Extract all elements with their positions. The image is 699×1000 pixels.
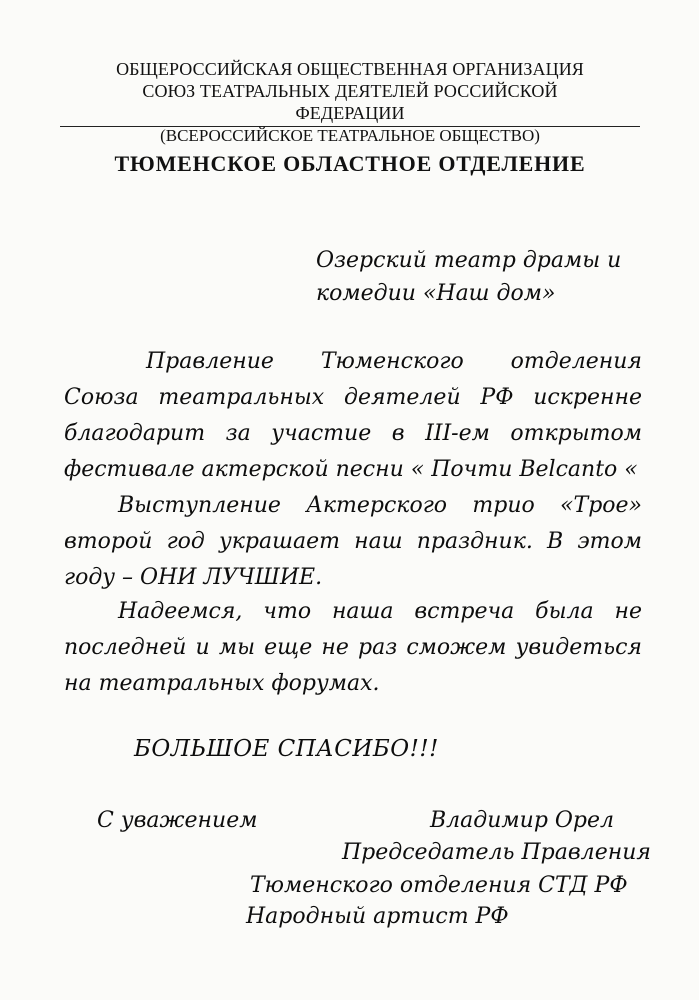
letterhead-line: СОЮЗ ТЕАТРАЛЬНЫХ ДЕЯТЕЛЕЙ РОССИЙСКОЙ <box>142 81 558 101</box>
letterhead-line: ФЕДЕРАЦИИ <box>295 103 405 123</box>
branch-heading: ТЮМЕНСКОЕ ОБЛАСТНОЕ ОТДЕЛЕНИЕ <box>114 151 586 176</box>
signatory-title: Народный артист РФ <box>246 904 509 929</box>
signatory-name: Владимир Орел <box>430 808 615 833</box>
recipient <box>316 244 636 310</box>
signatory-role: Председатель Правления <box>342 840 651 865</box>
signatory-department: Тюменского отделения СТД РФ <box>250 873 628 898</box>
closing-regards: С уважением <box>97 808 258 833</box>
body-paragraph: Правление Тюменского отделения Союза театральных деятелей РФ искренне благодарит за участие в III-ем открытом фестивале актерской песни « Почти Belcanto « <box>64 349 642 482</box>
letterhead <box>60 58 640 124</box>
thanks-heading: БОЛЬШОЕ СПАСИБО!!! <box>134 736 439 762</box>
recipient-line: комедии «Наш дом» <box>316 281 556 306</box>
body-paragraph: Надеемся, что наша встреча была не последней и мы еще не раз сможем увидеться на театральных форумах. <box>64 599 642 696</box>
body-paragraph: Выступление Актерского трио «Трое» второй год украшает наш праздник. В этом году – ОНИ ЛУЧШИЕ. <box>64 493 642 590</box>
letterhead-line: ОБЩЕРОССИЙСКАЯ ОБЩЕСТВЕННАЯ ОРГАНИЗАЦИЯ <box>116 59 584 79</box>
organization-subtitle: (ВСЕРОССИЙСКОЕ ТЕАТРАЛЬНОЕ ОБЩЕСТВО) <box>160 126 540 145</box>
recipient-line: Озерский театр драмы и <box>316 248 622 273</box>
